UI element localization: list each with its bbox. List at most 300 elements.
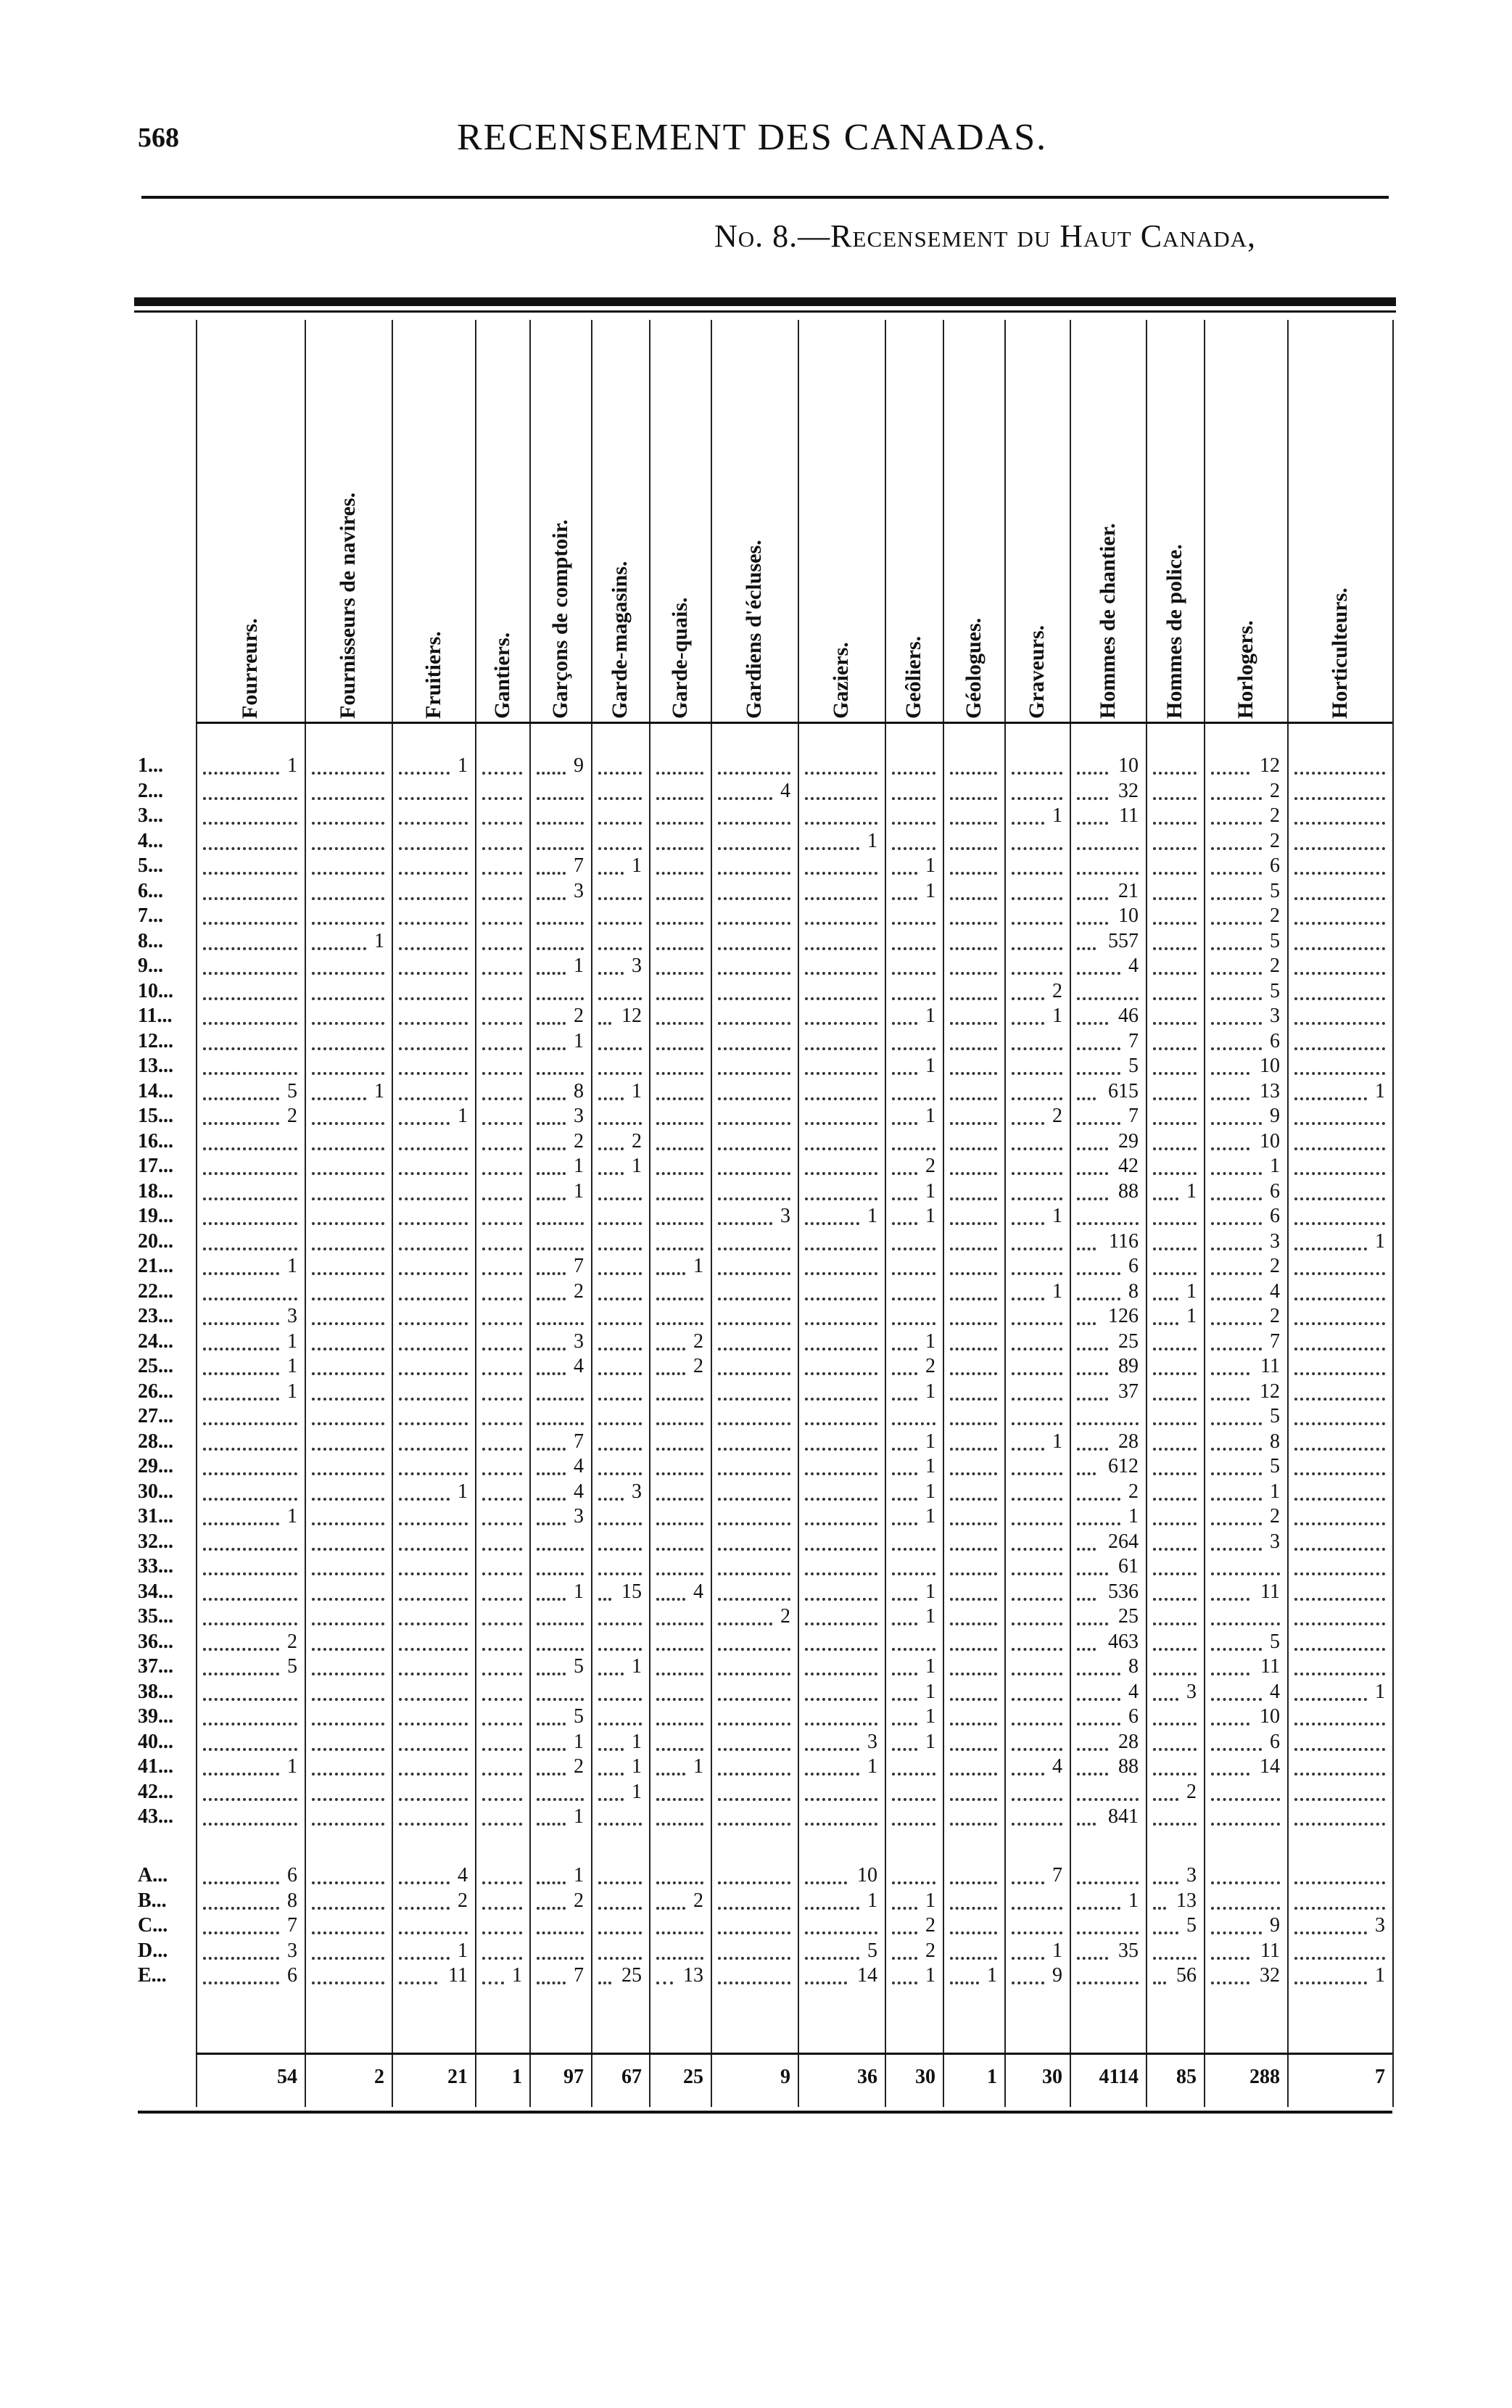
table-cell: 88: [1118, 1179, 1139, 1203]
column-divider: [305, 320, 306, 2107]
table-cell: 1: [925, 1889, 935, 1912]
table-cell: 1: [925, 1005, 935, 1027]
table-cell: 1: [925, 1655, 935, 1678]
table-cell: 1: [693, 1755, 703, 1778]
leader-dots: [1012, 1472, 1062, 1475]
leader-dots: [312, 1798, 384, 1801]
leader-dots: [537, 1222, 584, 1225]
leader-dots: [805, 1172, 877, 1175]
leader-dots: [718, 772, 790, 775]
table-cell: 7: [287, 1914, 297, 1937]
leader-dots: [1153, 847, 1197, 850]
table-cell: 8: [1128, 1279, 1139, 1303]
leader-dots: [1153, 1823, 1197, 1826]
leader-dots: [537, 822, 584, 825]
table-cell: 1: [574, 1805, 584, 1828]
column-header-label: Hommes de police.: [1162, 544, 1186, 719]
header-bottom-rule: [196, 722, 1392, 724]
table-cell: 25: [1118, 1605, 1139, 1628]
leader-dots: [598, 997, 642, 1000]
leader-dots: [718, 1548, 790, 1551]
table-cell: 1: [1186, 1279, 1197, 1303]
leader-dots: [805, 1348, 877, 1351]
leader-dots: [482, 1798, 522, 1801]
table-cell: 1: [458, 754, 468, 777]
leader-dots: [718, 1748, 790, 1751]
leader-dots: [1153, 1172, 1197, 1175]
leader-dots: [1012, 1172, 1062, 1175]
leader-dots: [537, 847, 584, 850]
table-cell: 4: [693, 1580, 703, 1603]
table-cell: 6: [1270, 1029, 1280, 1052]
leader-dots: [892, 1823, 935, 1826]
leader-dots: [1077, 1881, 1139, 1884]
row-label: B...: [138, 1889, 167, 1912]
leader-dots: [399, 1472, 468, 1475]
total-cell: 2: [374, 2066, 384, 2088]
table-cell: 1: [925, 1179, 935, 1203]
leader-dots: [656, 1498, 703, 1501]
leader-dots: [1012, 947, 1062, 950]
leader-dots: [1153, 1673, 1197, 1675]
leader-dots: [598, 1348, 642, 1351]
leader-dots: [399, 1648, 468, 1651]
leader-dots: [537, 1622, 584, 1625]
leader-dots: [598, 1322, 642, 1325]
leader-dots: [1294, 1907, 1385, 1910]
column-header: [305, 313, 392, 733]
table-cell: 5: [1270, 1455, 1280, 1477]
leader-dots: [1294, 1798, 1385, 1801]
table-cell: 1: [632, 1155, 642, 1177]
leader-dots: [805, 1548, 877, 1551]
leader-dots: [950, 1498, 997, 1501]
leader-dots: [950, 997, 997, 1000]
table-cell: 2: [574, 1889, 584, 1912]
table-cell: 2: [780, 1605, 790, 1628]
column-header-label: Fourreurs.: [238, 618, 262, 719]
leader-dots: [203, 847, 297, 850]
leader-dots: [805, 972, 877, 975]
leader-dots: [203, 1723, 297, 1725]
totals-rule: [196, 2053, 1392, 2055]
leader-dots: [1012, 1648, 1062, 1651]
leader-dots: [482, 1572, 522, 1575]
leader-dots: [399, 797, 468, 800]
leader-dots: [399, 897, 468, 900]
table-cell: 5: [287, 1655, 297, 1678]
leader-dots: [805, 1572, 877, 1575]
leader-dots: [312, 772, 384, 775]
leader-dots: [399, 1022, 468, 1025]
leader-dots: [537, 947, 584, 950]
column-header: [591, 313, 649, 733]
table-cell: 3: [287, 1939, 297, 1962]
leader-dots: [950, 1673, 997, 1675]
row-label: 21...: [138, 1255, 173, 1277]
leader-dots: [312, 1398, 384, 1401]
row-label: 9...: [138, 954, 163, 977]
table-cell: 5: [1270, 979, 1280, 1002]
leader-dots: [1153, 1047, 1197, 1050]
table-cell: 14: [857, 1964, 877, 1987]
leader-dots: [1294, 1648, 1385, 1651]
leader-dots: [312, 1047, 384, 1050]
leader-dots: [656, 1881, 703, 1884]
leader-dots: [1153, 1748, 1197, 1751]
leader-dots: [203, 1298, 297, 1300]
table-cell: 1: [374, 929, 384, 952]
leader-dots: [1294, 1723, 1385, 1725]
leader-dots: [718, 1723, 790, 1725]
table-cell: 9: [1270, 1105, 1280, 1127]
row-label: 29...: [138, 1455, 173, 1477]
leader-dots: [805, 1723, 877, 1725]
table-cell: 11: [1260, 1355, 1280, 1377]
leader-dots: [656, 1398, 703, 1401]
leader-dots: [950, 1522, 997, 1525]
table-cell: 3: [1270, 1229, 1280, 1253]
leader-dots: [598, 1522, 642, 1525]
leader-dots: [312, 872, 384, 875]
leader-dots: [892, 772, 935, 775]
column-header: [196, 313, 305, 733]
leader-dots: [656, 1248, 703, 1250]
leader-dots: [1153, 1448, 1197, 1451]
table-cell: 841: [1108, 1805, 1139, 1828]
table-cell: 10: [1260, 1705, 1280, 1728]
leader-dots: [805, 1072, 877, 1075]
leader-dots: [1294, 1197, 1385, 1200]
leader-dots: [950, 972, 997, 975]
leader-dots: [892, 1422, 935, 1425]
leader-dots: [892, 1572, 935, 1575]
table-cell: 2: [925, 1939, 935, 1962]
table-cell: 2: [574, 1279, 584, 1303]
leader-dots: [1012, 1931, 1062, 1934]
row-label: 20...: [138, 1229, 173, 1253]
leader-dots: [537, 797, 584, 800]
leader-dots: [598, 922, 642, 925]
leader-dots: [312, 1122, 384, 1125]
page-number: 568: [138, 123, 179, 153]
leader-dots: [950, 1598, 997, 1601]
table-cell: 3: [1270, 1530, 1280, 1553]
column-header-label: Gantiers.: [489, 632, 514, 719]
column-header: [711, 313, 798, 733]
leader-dots: [805, 1298, 877, 1300]
leader-dots: [1012, 1498, 1062, 1501]
table-cell: 1: [287, 1355, 297, 1377]
leader-dots: [537, 1548, 584, 1551]
leader-dots: [203, 1823, 297, 1826]
leader-dots: [312, 1422, 384, 1425]
table-cell: 1: [287, 1255, 297, 1277]
column-divider: [529, 320, 531, 2107]
table-cell: 6: [1128, 1255, 1139, 1277]
leader-dots: [1294, 997, 1385, 1000]
row-label: 4...: [138, 829, 163, 852]
table-cell: 536: [1108, 1580, 1139, 1603]
leader-dots: [892, 1097, 935, 1100]
column-header: [475, 313, 529, 733]
table-cell: 1: [287, 1755, 297, 1778]
leader-dots: [598, 1398, 642, 1401]
column-header-label: Gaziers.: [829, 642, 853, 719]
leader-dots: [482, 822, 522, 825]
leader-dots: [656, 1022, 703, 1025]
leader-dots: [482, 797, 522, 800]
leader-dots: [203, 1422, 297, 1425]
table-cell: 2: [1270, 804, 1280, 827]
leader-dots: [656, 1931, 703, 1934]
leader-dots: [805, 1498, 877, 1501]
leader-dots: [950, 1372, 997, 1375]
leader-dots: [718, 1022, 790, 1025]
leader-dots: [598, 772, 642, 775]
row-label: 27...: [138, 1405, 173, 1427]
table-cell: 2: [1270, 1255, 1280, 1277]
table-cell: 1: [1128, 1889, 1139, 1912]
leader-dots: [537, 1248, 584, 1250]
table-cell: 5: [1270, 929, 1280, 952]
table-cell: 1: [925, 1705, 935, 1728]
table-cell: 1: [925, 1455, 935, 1477]
table-cell: 21: [1118, 879, 1139, 902]
leader-dots: [482, 1398, 522, 1401]
column-divider: [1146, 320, 1147, 2107]
row-label: 17...: [138, 1155, 173, 1177]
leader-dots: [1012, 1907, 1062, 1910]
leader-dots: [399, 1222, 468, 1225]
leader-dots: [482, 1472, 522, 1475]
leader-dots: [1294, 1147, 1385, 1150]
leader-dots: [598, 1881, 642, 1884]
column-divider: [1392, 320, 1394, 2107]
leader-dots: [1294, 1598, 1385, 1601]
total-cell: 288: [1249, 2066, 1280, 2088]
leader-dots: [950, 1622, 997, 1625]
leader-dots: [312, 1272, 384, 1275]
leader-dots: [1077, 1798, 1139, 1801]
leader-dots: [482, 1047, 522, 1050]
leader-dots: [312, 822, 384, 825]
leader-dots: [312, 1673, 384, 1675]
leader-dots: [598, 1472, 642, 1475]
table-cell: 1: [458, 1939, 468, 1962]
leader-dots: [1012, 1248, 1062, 1250]
leader-dots: [1211, 1798, 1280, 1801]
leader-dots: [399, 1522, 468, 1525]
leader-dots: [656, 1122, 703, 1125]
leader-dots: [312, 1172, 384, 1175]
leader-dots: [482, 1122, 522, 1125]
row-label: 3...: [138, 804, 163, 827]
leader-dots: [805, 1147, 877, 1150]
row-label: 38...: [138, 1680, 173, 1703]
table-cell: 4: [574, 1355, 584, 1377]
leader-dots: [312, 1598, 384, 1601]
row-label: 11...: [138, 1005, 173, 1027]
column-header-label: Garçons de comptoir.: [548, 519, 572, 719]
leader-dots: [805, 1598, 877, 1601]
table-cell: 11: [1260, 1939, 1280, 1962]
leader-dots: [203, 922, 297, 925]
row-label: 35...: [138, 1605, 173, 1628]
leader-dots: [1211, 1622, 1280, 1625]
table-cell: 1: [987, 1964, 997, 1987]
leader-dots: [203, 1222, 297, 1225]
table-cell: 2: [1052, 979, 1062, 1002]
leader-dots: [656, 1298, 703, 1300]
row-label: D...: [138, 1939, 168, 1962]
row-label: 18...: [138, 1179, 173, 1203]
leader-dots: [1153, 997, 1197, 1000]
leader-dots: [1012, 1522, 1062, 1525]
row-label: 2...: [138, 779, 163, 802]
table-cell: 7: [1128, 1105, 1139, 1127]
leader-dots: [950, 1122, 997, 1125]
column-header-label: Geôliers.: [901, 635, 925, 719]
leader-dots: [399, 1673, 468, 1675]
leader-dots: [950, 1957, 997, 1960]
leader-dots: [1012, 1622, 1062, 1625]
leader-dots: [656, 797, 703, 800]
leader-dots: [718, 1773, 790, 1776]
column-header-label: Hommes de chantier.: [1095, 523, 1120, 719]
leader-dots: [482, 1197, 522, 1200]
leader-dots: [718, 1047, 790, 1050]
row-label: 22...: [138, 1279, 173, 1303]
leader-dots: [312, 1957, 384, 1960]
leader-dots: [1012, 1197, 1062, 1200]
leader-dots: [203, 1248, 297, 1250]
table-cell: 1: [374, 1079, 384, 1102]
leader-dots: [950, 822, 997, 825]
table-cell: 1: [1270, 1480, 1280, 1503]
leader-dots: [598, 1548, 642, 1551]
leader-dots: [537, 1931, 584, 1934]
leader-dots: [892, 797, 935, 800]
leader-dots: [950, 1047, 997, 1050]
table-cell: 3: [287, 1305, 297, 1327]
column-divider: [1070, 320, 1071, 2107]
leader-dots: [656, 847, 703, 850]
table-cell: 28: [1118, 1730, 1139, 1753]
leader-dots: [399, 1248, 468, 1250]
leader-dots: [656, 1097, 703, 1100]
leader-dots: [312, 1448, 384, 1451]
table-cell: 4: [574, 1455, 584, 1477]
leader-dots: [312, 1723, 384, 1725]
leader-dots: [1153, 1222, 1197, 1225]
leader-dots: [598, 1072, 642, 1075]
leader-dots: [950, 1022, 997, 1025]
leader-dots: [399, 1748, 468, 1751]
leader-dots: [1077, 1422, 1139, 1425]
table-cell: 7: [574, 1430, 584, 1453]
leader-dots: [598, 1272, 642, 1275]
leader-dots: [399, 1448, 468, 1451]
row-label: 25...: [138, 1355, 173, 1377]
leader-dots: [1012, 972, 1062, 975]
table-cell: 2: [574, 1129, 584, 1153]
column-header-label: Garde-quais.: [667, 597, 692, 719]
table-cell: 1: [925, 1605, 935, 1628]
leader-dots: [805, 1422, 877, 1425]
table-cell: 32: [1118, 779, 1139, 802]
leader-dots: [656, 1172, 703, 1175]
table-cell: 5: [1270, 1630, 1280, 1653]
leader-dots: [805, 1272, 877, 1275]
leader-dots: [656, 1047, 703, 1050]
leader-dots: [718, 1147, 790, 1150]
table-cell: 264: [1108, 1530, 1139, 1553]
leader-dots: [598, 1422, 642, 1425]
leader-dots: [203, 1498, 297, 1501]
leader-dots: [203, 872, 297, 875]
leader-dots: [1012, 847, 1062, 850]
leader-dots: [805, 1648, 877, 1651]
top-rule: [141, 196, 1389, 199]
leader-dots: [1153, 822, 1197, 825]
table-cell: 3: [1270, 1005, 1280, 1027]
leader-dots: [537, 1798, 584, 1801]
leader-dots: [656, 897, 703, 900]
leader-dots: [482, 1881, 522, 1884]
leader-dots: [656, 1673, 703, 1675]
leader-dots: [950, 1298, 997, 1300]
column-header: [1004, 313, 1070, 733]
leader-dots: [482, 1931, 522, 1934]
leader-dots: [805, 1398, 877, 1401]
column-header: [1070, 313, 1146, 733]
leader-dots: [482, 1147, 522, 1150]
leader-dots: [482, 1322, 522, 1325]
table-cell: 10: [1260, 1129, 1280, 1153]
total-cell: 30: [1042, 2066, 1062, 2088]
leader-dots: [805, 1522, 877, 1525]
leader-dots: [1294, 1498, 1385, 1501]
leader-dots: [805, 872, 877, 875]
leader-dots: [892, 822, 935, 825]
leader-dots: [805, 1823, 877, 1826]
leader-dots: [312, 1522, 384, 1525]
table-cell: 4: [458, 1864, 468, 1887]
leader-dots: [1294, 1372, 1385, 1375]
row-label: 42...: [138, 1780, 173, 1803]
table-cell: 1: [867, 829, 877, 852]
row-label: A...: [138, 1864, 168, 1887]
leader-dots: [1012, 797, 1062, 800]
table-cell: 3: [632, 954, 642, 977]
leader-dots: [399, 997, 468, 1000]
leader-dots: [312, 1498, 384, 1501]
leader-dots: [1012, 1097, 1062, 1100]
table-cell: 10: [1118, 754, 1139, 777]
leader-dots: [1077, 997, 1139, 1000]
table-cell: 1: [632, 1755, 642, 1778]
leader-dots: [1012, 1823, 1062, 1826]
column-header: [392, 313, 475, 733]
leader-dots: [718, 1172, 790, 1175]
table-cell: 2: [287, 1630, 297, 1653]
leader-dots: [482, 1172, 522, 1175]
table-cell: 1: [925, 1329, 935, 1353]
leader-dots: [805, 1472, 877, 1475]
table-cell: 7: [574, 854, 584, 877]
leader-dots: [312, 1248, 384, 1250]
